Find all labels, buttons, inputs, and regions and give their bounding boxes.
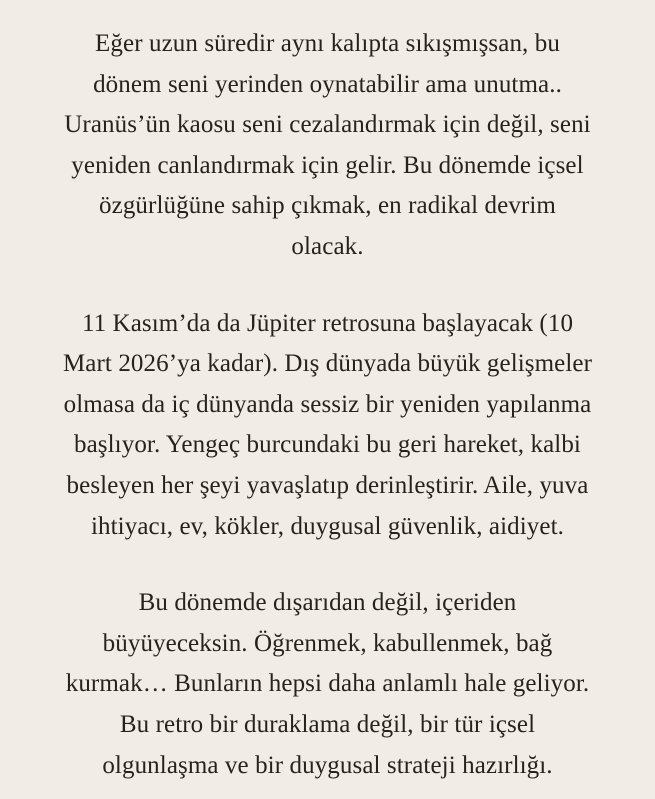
text-line: ihtiyacı, ev, kökler, duygusal güvenlik, aidiyet. — [90, 512, 564, 540]
text-line: Bu retro bir duraklama değil, bir tür içsel — [119, 710, 536, 738]
text-line: yeniden canlandırmak için gelir. Bu dönemde içsel — [71, 151, 584, 179]
text-line: Eğer uzun süredir aynı kalıpta sıkışmışsan, bu — [95, 30, 560, 57]
text-line: besleyen her şeyi yavaşlatıp derinleştirir. Aile, yuva — [66, 471, 589, 499]
text-line: dönem seni yerinden oynatabilir ama unutma.. — [93, 70, 562, 98]
text-line: başlıyor. Yengeç burcundaki bu geri hareket, kalbi — [74, 431, 581, 459]
paragraph-uranus — [12, 24, 643, 268]
text-line: olmasa da iç dünyanda sessiz bir yeniden yapılanma — [63, 390, 592, 418]
text-line: kurmak… Bunların hepsi daha anlamlı hale geliyor. — [65, 670, 590, 698]
paragraph-spacer — [12, 268, 643, 304]
text-line: Uranüs’ün kaosu seni cezalandırmak için değil, seni — [64, 111, 591, 139]
text-line: 11 Kasım’da da Jüpiter retrosuna başlayacak (10 — [81, 309, 574, 337]
text-line: büyüyeceksin. Öğrenmek, kabullenmek, bağ — [102, 629, 553, 657]
paragraph-jupiter-retro — [12, 304, 643, 548]
paragraph-inner-growth — [12, 583, 643, 786]
text-line: Bu dönemde dışarıdan değil, içeriden — [138, 589, 517, 617]
text-line: özgürlüğüne sahip çıkmak, en radikal devrim — [99, 192, 556, 220]
text-line: Mart 2026’ya kadar). Dış dünyada büyük gelişmeler — [62, 350, 593, 378]
text-line: olgunlaşma ve bir duygusal strateji hazırlığı. — [102, 751, 553, 779]
paragraph-spacer — [12, 547, 643, 583]
text-line: olacak. — [291, 232, 364, 260]
